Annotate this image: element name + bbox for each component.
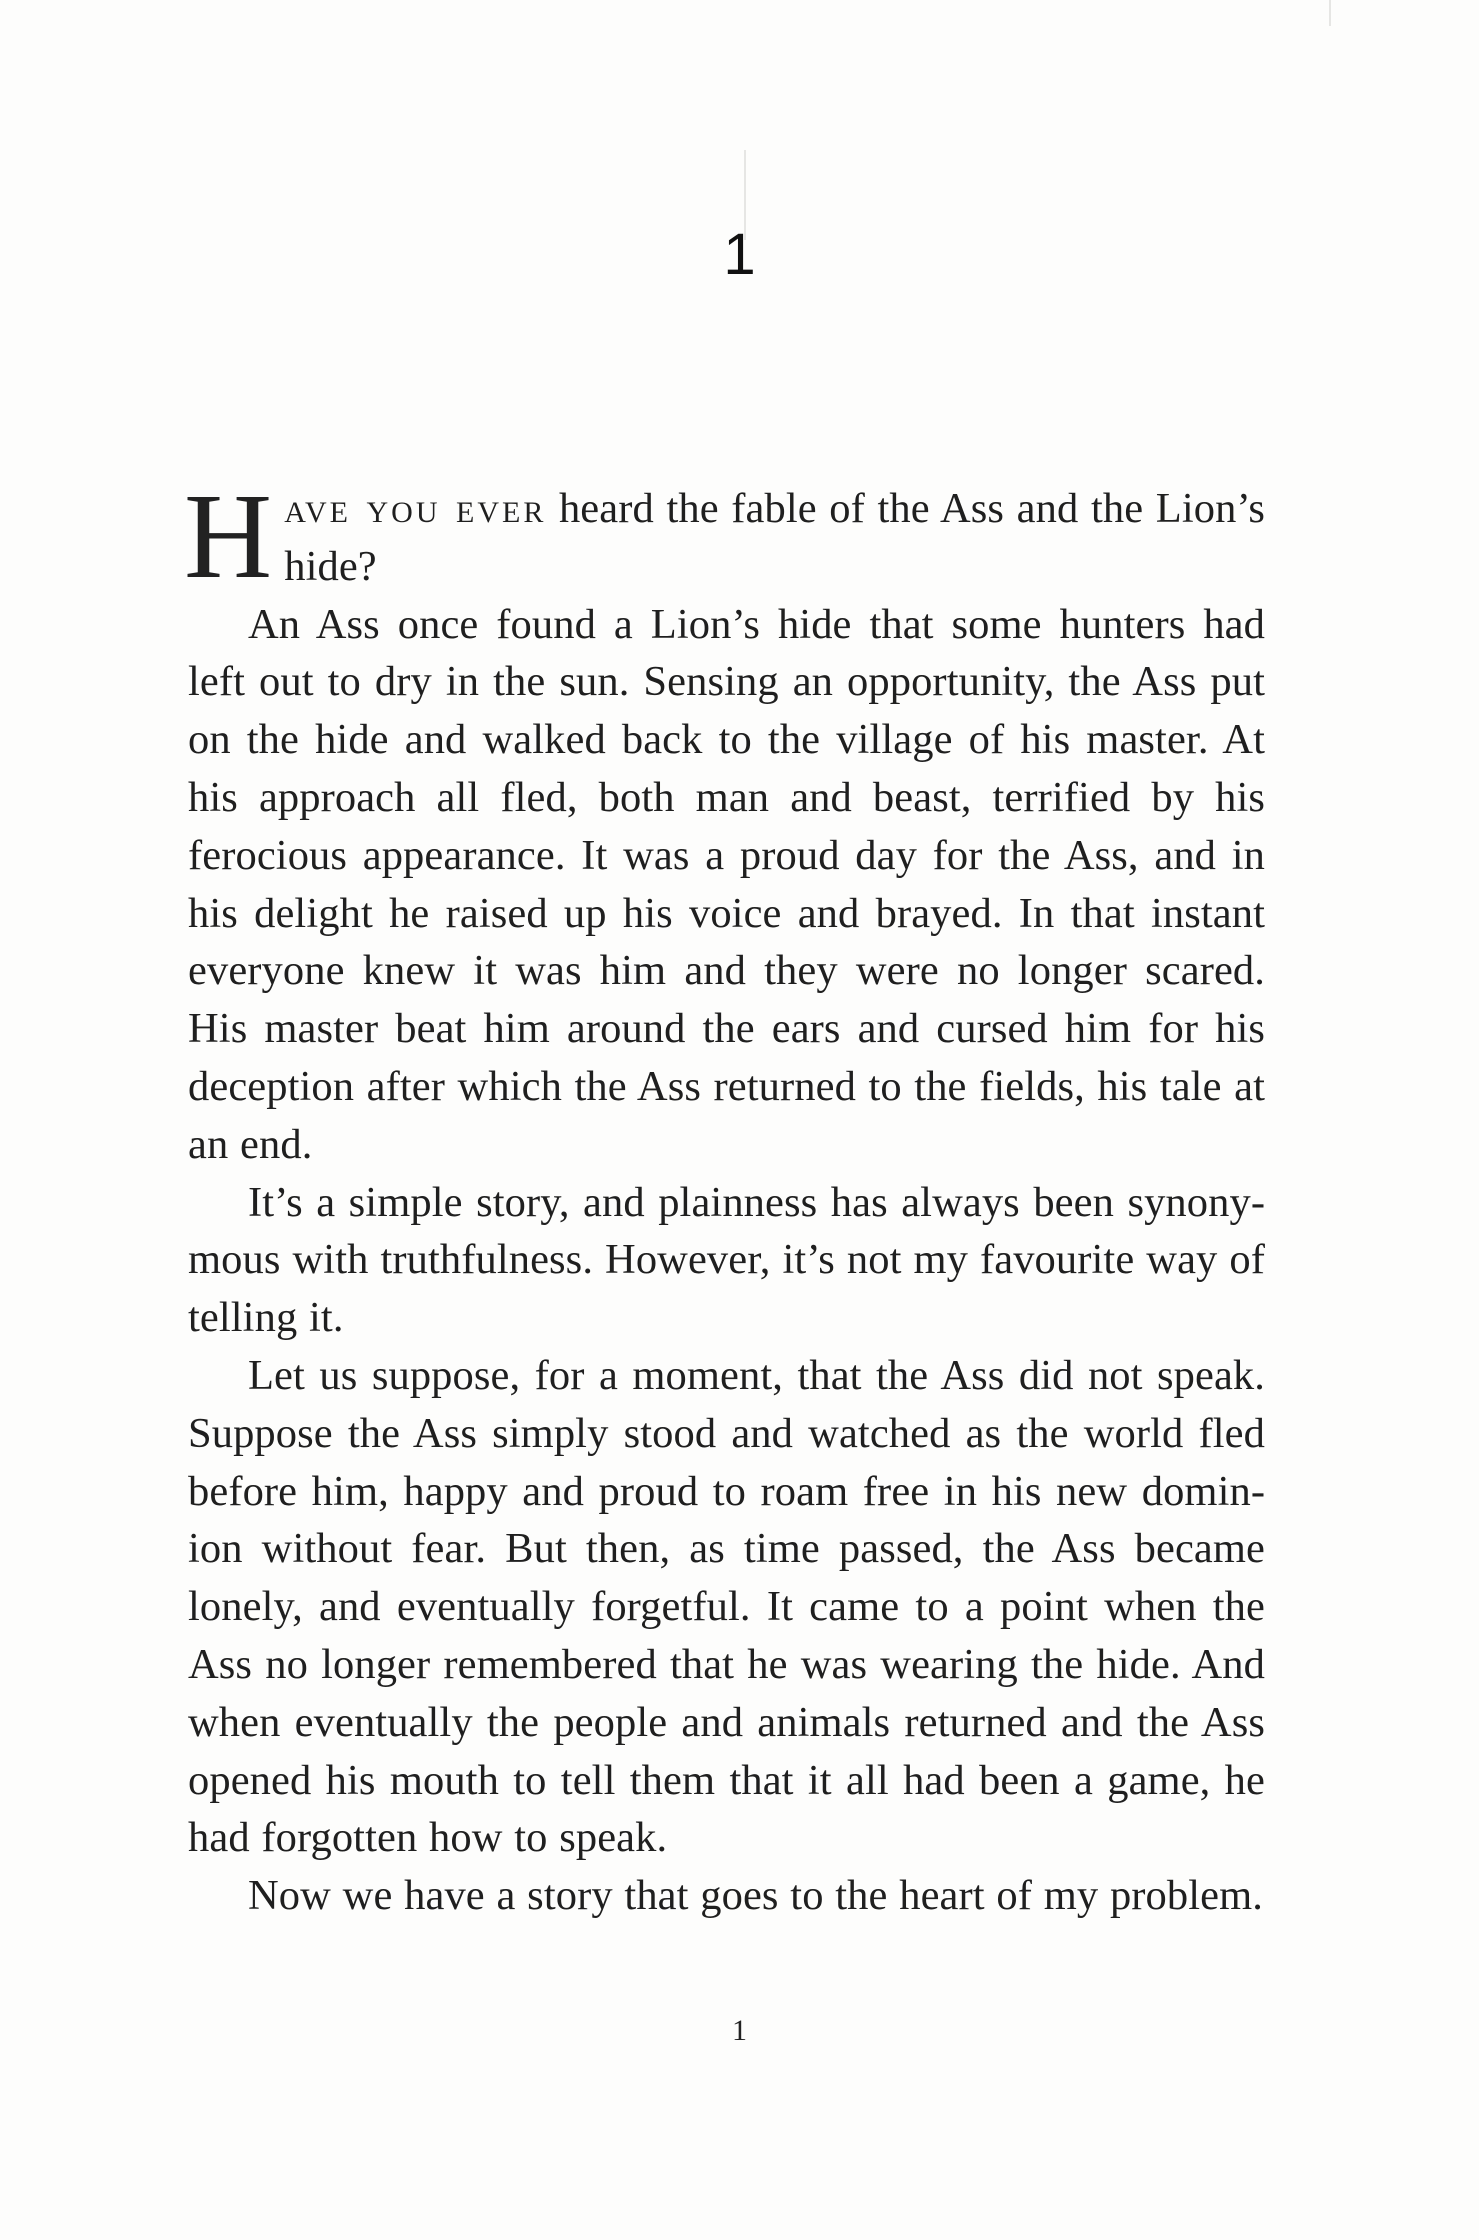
scan-mark xyxy=(1329,0,1331,26)
paragraph: An Ass once found a Lion’s hide that some hunters had left out to dry in the sun. Sensing an opportunity, the Ass put on the hide and walked back to the village of his master. At his approach all fled, both man and beast, terrified by his ferocious appearance. It was a proud day for the Ass, and in his delight he raised up his voice and brayed. In that instant everyone knew it was him and they were no longer scared. His master beat him around the ears and cursed him for his deception after which the Ass returned to the fields, his tale at an end. xyxy=(188,600,1265,1168)
opening-small-caps: ave you ever xyxy=(284,485,547,532)
paragraph: Let us suppose, for a moment, that the Ass did not speak. Suppose the Ass simply stood and watched as the world fled before him, happy and proud to roam free in his new dominion without fear. But then, as time passed, the Ass became lonely, and eventually forgetful. It came to a point when the Ass no longer remembered that he was wearing the hide. And when eventually the people and animals returned and the Ass opened his mouth to tell them that it all had been a game, he had forgotten how to speak. xyxy=(188,1351,1265,1862)
paragraph: It’s a simple story, and plainness has always been synonymous with truthfulness. However, it’s not my favourite way of telling it. xyxy=(188,1178,1265,1342)
opening-paragraph xyxy=(184,469,1265,604)
drop-cap: H xyxy=(184,469,273,604)
page-number: 1 xyxy=(732,2014,747,2047)
paragraph: Now we have a story that goes to the heart of my problem. xyxy=(248,1872,1263,1920)
chapter-body xyxy=(184,469,1265,1925)
chapter-number: 1 xyxy=(723,222,756,287)
opening-text: heard the fable of the Ass and the Lion’s hide? xyxy=(284,485,1265,590)
